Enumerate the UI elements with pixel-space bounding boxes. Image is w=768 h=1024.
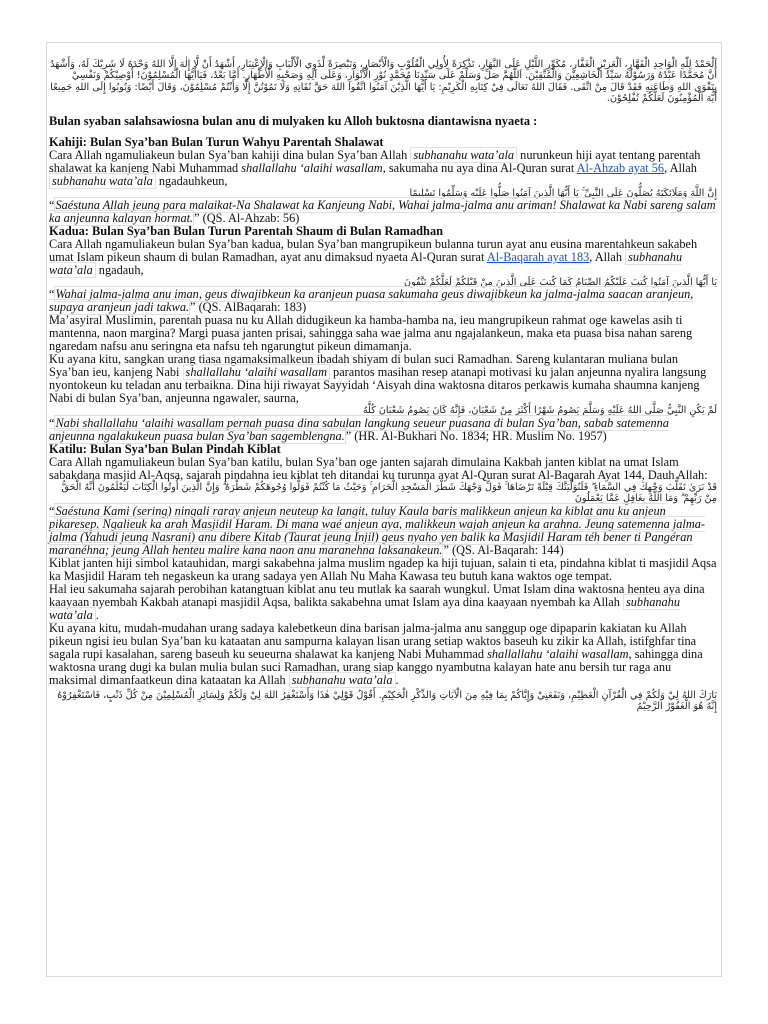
arabic-ayat-shalawat: إِنَّ اللَّهَ وَمَلَائِكَتَهُ يُصَلُّونَ عَلَى النَّبِيِّ ۚ يَا أَيُّهَا الَّذِينَ آمَنُوا صَلُّوا عَلَيْهِ وَسَلِّمُوا تَسْلِيمًا xyxy=(409,187,717,199)
quote-kahiji: “Saéstuna Allah jeung para malaikat-Na Shalawat ka Kanjeung Nabi, Wahai jalma-jalma anu ariman! Shalawat ka Nabi sareng salam ka anjeunna kalayan hormat.” (QS. Al-Ahzab: 56) xyxy=(49,198,716,226)
section-heading-katilu: Katilu: Bulan Sya’ban Bulan Pindah Kiblat xyxy=(49,441,281,456)
text-span: , Allah xyxy=(589,250,626,265)
quote-text: Saéstuna Allah jeung para malaikat-Na Shalawat ka Kanjeung Nabi, Wahai jalma-jalma anu ariman! Shalawat ka Nabi sareng salam ka anjeunna kalayan hormat. xyxy=(49,198,716,226)
text-span: , sakumaha nu aya dina Al-Quran surat xyxy=(382,160,577,175)
quote-katilu: “Saéstuna Kami (sering) ningali raray anjeun neuteup ka langit, tuluy Kaula baris malikkeun anjeun ka kiblat anu ku anjeun pikaresep. Ngalieuk ka arah Masjidil Haram. Di mana waé anjeun aya, malikkeun wajah anjeun ka arahna. Jeung satemenna jalma-jalma (Yahudi jeung Nasrani) anu dibere Kitab (Taurat jeung Injil) geus nyaho yen balik ka Masjidil Haram téh bener ti Pangéran maranéhna; jeung Allah henteu malire kana naon anu maranehna laksanakeun.” (QS. Al-Baqarah: 144) xyxy=(49,503,705,557)
italic-term: subhanahu wata’ala xyxy=(49,250,683,278)
quote-ref: (HR. Al-Bukhari No. 1834; HR. Muslim No. 1957) xyxy=(351,428,607,443)
section-heading-kadua: Kadua: Bulan Sya’ban Bulan Turun Parentah Shaum di Bulan Ramadhan xyxy=(49,224,444,239)
link-al-ahzab-56[interactable]: Al-Ahzab ayat 56 xyxy=(576,160,665,175)
quote-ref: (QS. AlBaqarah: 183) xyxy=(195,300,307,315)
text-span: Hal ieu sakumaha sajarah perobihan katangtuan kiblat anu teu mutlak ka saarah wungkul. Umat Islam dina waktosna henteu aya dina kaayaan nyembah Kakbah atanapi masjidil Aqsa, balikta sakabehna umat Islam aya dina kaayaan nyembah ka Allah xyxy=(49,581,705,609)
italic-term: shallallahu ‘alaihi wasallam xyxy=(487,646,629,661)
quote-ref: (QS. Al-Baqarah: 144) xyxy=(448,542,564,557)
italic-term: subhanahu wata’ala xyxy=(49,594,680,622)
quote-text: Wahai jalma-jalma anu iman, geus diwajibkeun ka aranjeun puasa sakumaha geus diwajibkeun ka jalma-jalma saacan aranjeun, supaya aranjeun jadi takwa. xyxy=(49,287,694,315)
text-span: , sahingga dina waktosna urang dugi ka bulan mulia bulan suci Ramadhan, urang siap kanggo nyambutna kalayan hate anu bersih tur raga anu maksimal dimanfaatkeun dina kataatan ka Allah xyxy=(49,646,703,687)
quote-kadua: “Wahai jalma-jalma anu iman, geus diwajibkeun ka aranjeun puasa sakumaha geus diwajibkeun ka jalma-jalma saacan aranjeun, supaya aranjeun jadi takwa.” (QS. AlBaqarah: 183) xyxy=(49,287,694,315)
paragraph-katilu: Cara Allah ngamuliakeun bulan Sya’ban katilu, bulan Sya’ban oge janten sajarah dimulaina Kakbah janten kiblat na umat Islam sabakdana masjid Al-Aqsa, sajarah pindahna ieu kiblat teh ditandai ku turunna ayat Al-Quran surat Al-Baqarah Ayat 144, Dauh Allah: xyxy=(49,454,708,482)
text-span: ngadauh, xyxy=(95,263,144,278)
paragraph-kadua xyxy=(49,238,717,277)
arabic-closing-doa: بَارَكَ اللهُ لِيْ وَلَكُمْ فِي الْقُرْآنِ الْعَظِيْمِ، وَنَفَعَنِيْ وَإِيَّاكُمْ بِمَا فِيْهِ مِنَ الْآيَاتِ وَالذِّكْرِ الْحَكِيْمِ. أَقُوْلُ قَوْلِيْ هٰذَا وَأَسْتَغْفِرُ اللهَ لِيْ وَلَكُمْ وَلِسَائِرِ الْمُسْلِمِيْنَ مِنْ كُلِّ ذَنْبٍ، فَاسْتَغْفِرُوْهُ إِنَّهُ هُوَ الْغَفُوْرُ الرَّحِيْمُ xyxy=(57,689,717,713)
text-span: . xyxy=(395,672,399,687)
text-span: , Allah xyxy=(664,160,697,175)
arabic-opening: اَلْحَمْدُ لِلّٰهِ الْوَاحِدِ الْقَهَّارِ، اَلْعَزِيْزِ الْغَفَّارِ، مُكَوِّرِ اللَّيْلِ عَلَى النَّهَارِ، تَذْكِرَةً لِأُولِي الْقُلُوْبِ وَالْأَبْصَارِ، وَتَبْصِرَةً لِّذَوِي الْأَلْبَابِ وَالْإِعْتِبَارِ. أَشْهَدُ أَنْ لَّا إِلٰهَ إِلَّا اللهُ وَحْدَهُ لَا شَرِيْكَ لَهُ، وَأَشْهَدُ أَنَّ مُحَمَّدًا عَبْدُهُ وَرَسُوْلُهُ سَيِّدُ الْخَاشِعِيْنَ وَالْمُتَّقِيْنَ. اَللّٰهُمَّ صَلِّ وَسَلِّمْ عَلَى سَيِّدِنَا مُحَمَّدٍ نُوْرِ الْأَنْوَارِ، وَعَلَى آلِهِ وَصَحْبِهِ الْأَطْهَارِ. أَمَّا بَعْدُ، فَيَاأَيُّهَا الْمُسْلِمُوْنَ! أُوْصِيْكُمْ وَنَفْسِيْ بِتَقْوَى اللهِ وَطَاعَتِهِ فَقَدْ قَالَ مِنْ اتَّقَى. فَقَالَ اللهُ تَعَالَى فِيْ كِتَابِهِ الْكَرِيْمِ: يَا أَيُّهَا الَّذِيْنَ آمَنُوا اتَّقُوا اللهَ حَقَّ تُقَاتِهِ وَلَا تَمُوْتُنَّ إِلَّا وَأَنْتُمْ مُسْلِمُوْنَ، وَقَالَ أَيْضًا: وَتُوبُوا إِلَى اللهِ جَمِيعًا أَيُّهَ الْمُؤْمِنُونَ لَعَلَّكُمْ تُفْلِحُوْنَ. xyxy=(50,59,717,105)
link-al-baqarah-183[interactable]: Al-Baqarah ayat 183 xyxy=(486,250,590,265)
text-span: Ku ayana kitu, mudah-mudahan urang sadaya kalebetkeun dina barisan jalma-jalma anu sanggup oge dipaparin kakiatan ku Allah pikeun ngisi ieu bulan Sya’ban ku kataatan anu sampurna kalayan lisan urang setiap waktos baseuh ku zikir ka Allah, istifghfar tina sagala rupi kasalahan, sareng baseuh ku seueurna shalawat ka kanjeng Nabi Muhammad xyxy=(49,620,697,661)
text-span: nurunkeun hiji ayat tentang parentah shalawat ka kanjeng Nabi Muhammad xyxy=(49,147,701,175)
text-span: parantos masihan resep atanapi motivasi ku jalan anjeunna nyalira langsung nyontokeun ku teladan anu terbaikna. Dina hiji riwayat Sayyidah ‘Aisyah dina waktosna ditaros perkawis kumaha shaumna kanjeng Nabi di bulan Sya’ban, anjeunna ngawaler, saurna, xyxy=(49,365,707,406)
document-page xyxy=(46,42,722,977)
text-span: Ku ayana kitu, sangkan urang tiasa ngamaksimalkeun ibadah shiyam di bulan suci Ramadhan. Sareng kulantaran muliana bulan Sya’ban ieu, kanjeng Nabi xyxy=(49,352,679,380)
arabic-hadith: لَمْ يَكُنِ النَّبِيُّ صَلَّى اللهُ عَلَيْهِ وَسَلَّمَ يَصُومُ شَهْرًا أَكْثَرَ مِنْ شَعْبَانَ، فَإِنَّهُ كَانَ يَصُومُ شَعْبَانَ كُلَّهُ xyxy=(362,405,717,417)
text-span: Cara Allah ngamuliakeun bulan Sya’ban kadua, bulan Sya’ban mangrupikeun bulanna turun ayat anu eusina marentahkeun sakabeh umat Islam pikeun shaum di bulan Ramadhan, ayat anu dimaksud nyaeta Al-Quran surat xyxy=(49,237,698,265)
text-span: . xyxy=(95,607,99,622)
italic-term: subhanahu wata’ala xyxy=(410,147,517,163)
text-span: ngadauhkeun, xyxy=(155,173,228,188)
italic-term: shallallahu ‘alaihi wasallam xyxy=(183,364,330,380)
paragraph-kadua-3 xyxy=(49,353,717,405)
quote-hadith: “Nabi shallallahu ‘alaihi wasallam pernah puasa dina sabulan langkung seueur puasana di bulan Sya’ban, sabab satemenna anjeunna ngalakukeun puasa bulan Sya’ban sagemblengna.” (HR. Al-Bukhari No. 1834; HR. Muslim No. 1957) xyxy=(49,415,669,443)
italic-term: subhanahu wata’ala xyxy=(49,173,156,189)
intro-heading: Bulan syaban salahsawiosna bulan anu di mulyaken ku Alloh buktosna diantawisna nyaeta : xyxy=(49,113,538,128)
italic-term: shallallahu ‘alaihi wasallam xyxy=(241,160,383,175)
quote-ref: (QS. Al-Ahzab: 56) xyxy=(199,211,300,226)
section-heading-kahiji: Kahiji: Bulan Sya’ban Bulan Turun Wahyu Parentah Shalawat xyxy=(49,134,384,149)
paragraph-kahiji xyxy=(49,149,717,188)
quote-text: Saéstuna Kami (sering) ningali raray anjeun neuteup ka langit, tuluy Kaula baris malikkeun anjeun ka kiblat anu ku anjeun pikaresep. Ngalieuk ka arah Masjidil Haram. Di mana waé anjeun aya, malikkeun wajah anjeun ka arahna. Jeung satemenna jalma-jalma (Yahudi jeung Nasrani) anu dibere Kitab (Taurat jeung Injil) geus nyaho yen balik ka Masjidil Haram téh bener ti Pangéran maranéhna; jeung Allah henteu malire kana naon anu maranehna laksanakeun. xyxy=(49,503,705,557)
arabic-ayat-kiblat: قَدْ نَرَىٰ تَقَلُّبَ وَجْهِكَ فِي السَّمَاءِ ۖ فَلَنُوَلِّيَنَّكَ قِبْلَةً تَرْضَاهَا ۚ فَوَلِّ وَجْهَكَ شَطْرَ الْمَسْجِدِ الْحَرَامِ ۚ وَحَيْثُ مَا كُنْتُمْ فَوَلُّوا وُجُوهَكُمْ شَطْرَهُ ۗ وَإِنَّ الَّذِينَ أُوتُوا الْكِتَابَ لَيَعْلَمُونَ أَنَّهُ الْحَقُّ مِنْ رَبِّهِمْ ۗ وَمَا اللَّهُ بِغَافِلٍ عَمَّا يَعْمَلُونَ xyxy=(61,481,717,505)
paragraph-katilu-3 xyxy=(49,583,717,622)
paragraph-katilu-4 xyxy=(49,622,717,687)
quote-text: Nabi shallallahu ‘alaihi wasallam pernah puasa dina sabulan langkung seueur puasana di bulan Sya’ban, sabab satemenna anjeunna ngalakukeun puasa bulan Sya’ban sagemblengna. xyxy=(49,415,669,443)
italic-term: subhanahu wata’ala xyxy=(289,672,396,688)
arabic-ayat-shaum: يَا أَيُّهَا الَّذِينَ آمَنُوا كُتِبَ عَلَيْكُمُ الصِّيَامُ كَمَا كُتِبَ عَلَى الَّذِينَ مِنْ قَبْلِكُمْ لَعَلَّكُمْ تَتَّقُونَ xyxy=(404,277,717,289)
paragraph-katilu-2: Kiblat janten hiji simbol katauhidan, margi sakabehna jalma muslim ngadep ka hiji tujuan, salain ti eta, pindahna kiblat ti masjidil Aqsa ka Masjidil Haram teh negaskeun ka urang sadaya yen Allah Nu Maha Kawasa teu butuh kana waktos oge tempat. xyxy=(49,555,717,583)
paragraph-kadua-2: Ma’asyiral Muslimin, parentah puasa nu ku Allah didugikeun ka hamba-hamba na, ieu mangrupikeun rahmat oge kawelas asih ti mantenna, naon margina? Margi puasa janten prisai, sahingga saha wae jalma anu ngajalankeun, maka eta puasa bisa nahan sareng ngaredam nafsu anu seringna eta nafsu teh ngarungtut pikeun dimamanja. xyxy=(49,313,693,354)
text-span: Cara Allah ngamuliakeun bulan Sya’ban kahiji dina bulan Sya’ban Allah xyxy=(49,147,411,162)
